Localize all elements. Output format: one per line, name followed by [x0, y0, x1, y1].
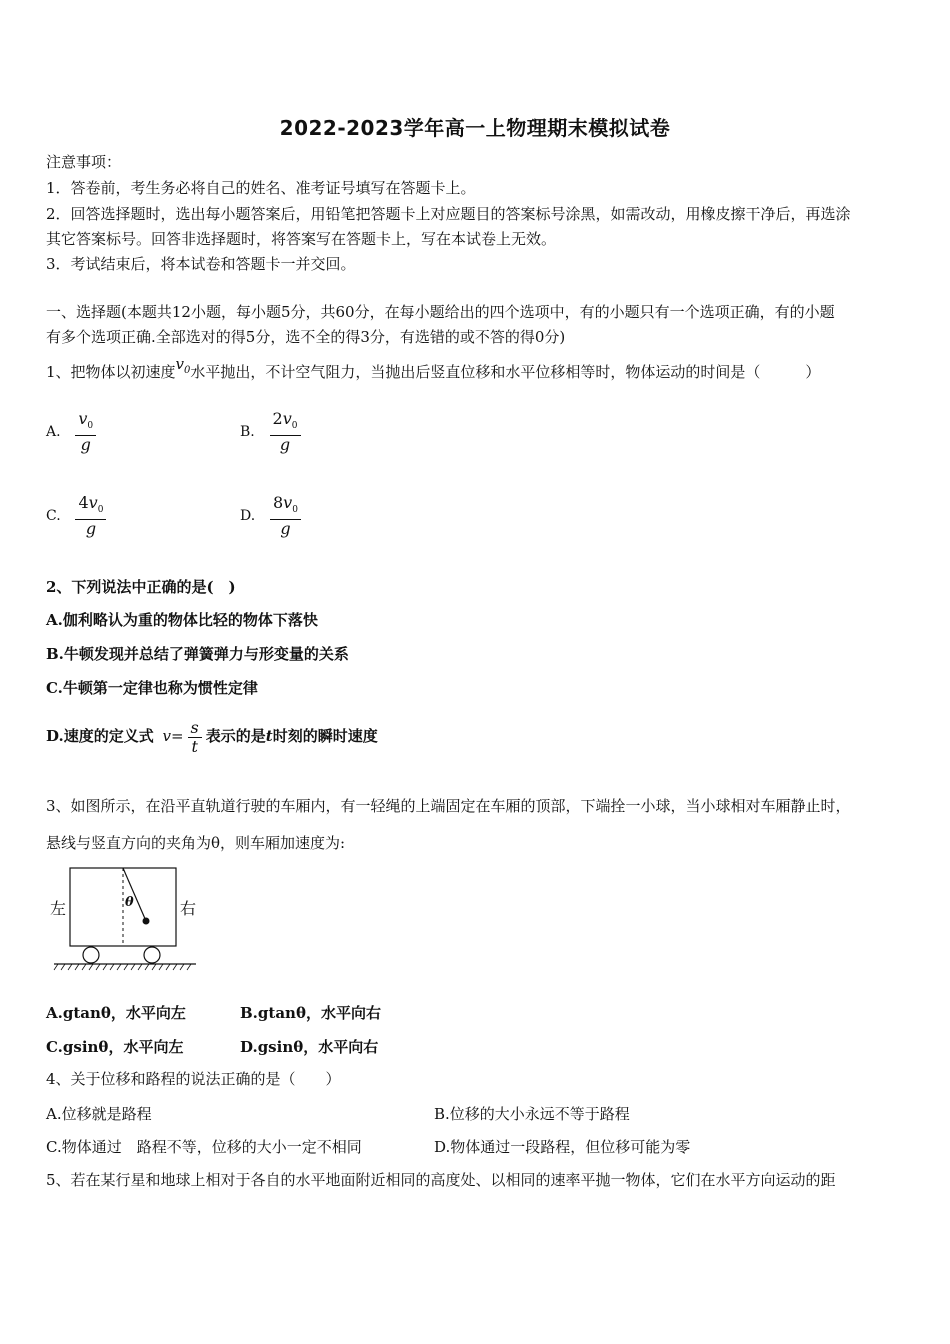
q1-option-c[interactable] — [46, 494, 110, 538]
q2-option-d-denominator: t — [191, 736, 198, 756]
q1-stem-post: 水平抛出，不计空气阻力，当抛出后竖直位移和水平位移相等时，物体运动的时间是（ ） — [190, 363, 821, 381]
q3-option-a[interactable]: A.gtanθ，水平向左 — [46, 1004, 186, 1022]
q1-option-d[interactable] — [240, 494, 305, 538]
notice-item-2: 2．回答选择题时，选出每小题答案后，用铅笔把答题卡上对应题目的答案标号涂黑，如需改动，用橡皮擦干净后，再选涂 — [46, 205, 851, 223]
q1-option-a-sub: 0 — [87, 421, 94, 432]
q2-option-d-fraction — [188, 719, 202, 756]
page-title: 2022-2023学年高一上物理期末模拟试卷 — [279, 116, 671, 140]
q2-stem: 2、下列说法中正确的是( ) — [46, 578, 236, 596]
q1-var-v: v — [175, 355, 185, 373]
q3-ball — [143, 918, 150, 925]
q1-option-d-label: D. — [240, 508, 256, 525]
q1-option-b-sub: 0 — [291, 421, 298, 432]
notice-item-1: 1．答卷前，考生务必将自己的姓名、准考证号填写在答题卡上。 — [46, 179, 476, 197]
notice-item-2-cont: 其它答案标号。回答非选择题时，将答案写在答题卡上，写在本试卷上无效。 — [46, 230, 557, 248]
q1-option-d-var: v — [283, 493, 293, 512]
q3-wheel-left — [83, 947, 99, 963]
q1-option-d-numerator — [270, 494, 301, 520]
q1-var-sub: 0 — [184, 365, 191, 376]
q1-option-c-numerator — [75, 494, 106, 520]
q1-option-a[interactable] — [46, 410, 100, 454]
q1-option-b-label: B. — [240, 424, 255, 441]
q1-option-c-sub: 0 — [97, 505, 104, 516]
q1-stem-pre: 1、把物体以初速度 — [46, 363, 176, 381]
q3-carriage-diagram — [44, 862, 204, 972]
notice-heading: 注意事项： — [46, 153, 122, 171]
q2-option-d[interactable] — [46, 716, 378, 756]
q2-option-d-post: 时刻的瞬时速度 — [272, 727, 378, 745]
q3-option-b[interactable]: B.gtanθ，水平向右 — [240, 1004, 381, 1022]
q1-option-d-coef: 8 — [272, 493, 284, 512]
q2-option-d-pre: D.速度的定义式 — [46, 727, 154, 745]
q1-option-b[interactable] — [240, 410, 305, 454]
q3-stem-1: 3、如图所示，在沿平直轨道行驶的车厢内，有一轻绳的上端固定在车厢的顶部，下端拴一小球，当小球相对车厢静止时， — [46, 797, 851, 815]
q1-option-c-coef: 4 — [78, 493, 89, 512]
q5-stem: 5、若在某行星和地球上相对于各自的水平地面附近相同的高度处、以相同的速率平抛一物体，它们在水平方向运动的距 — [46, 1171, 836, 1189]
q4-option-c[interactable]: C.物体通过 路程不等，位移的大小一定不相同 — [46, 1138, 362, 1156]
q2-option-d-mid: 表示的是 — [205, 727, 266, 745]
q1-option-a-denominator: g — [80, 435, 91, 455]
q1-option-b-denominator: g — [279, 435, 291, 455]
q1-option-c-label: C. — [46, 508, 61, 525]
q3-fig-right-label: 右 — [180, 899, 197, 918]
q3-wheel-right — [144, 947, 160, 963]
q1-option-d-sub: 0 — [292, 505, 298, 516]
q2-option-d-v: v — [162, 727, 171, 745]
notice-item-3: 3．考试结束后，将本试卷和答题卡一并交回。 — [46, 255, 356, 273]
section-instructions-1: 一、选择题(本题共12小题，每小题5分，共60分，在每小题给出的四个选项中，有的小题只有一个选项正确，有的小题 — [46, 303, 835, 321]
section-instructions-2: 有多个选项正确.全部选对的得5分，选不全的得3分，有选错的或不答的得0分) — [46, 328, 566, 346]
q3-stem-2: 悬线与竖直方向的夹角为θ，则车厢加速度为: — [46, 834, 346, 852]
q1-option-c-denominator: g — [85, 519, 97, 539]
q3-fig-left-label: 左 — [50, 899, 67, 918]
q1-option-d-fraction — [270, 494, 301, 538]
q3-option-d[interactable]: D.gsinθ，水平向右 — [240, 1038, 379, 1056]
q1-option-d-denominator: g — [280, 519, 291, 539]
q4-option-b[interactable]: B.位移的大小永远不等于路程 — [434, 1105, 630, 1123]
q2-option-d-numerator: s — [188, 719, 202, 738]
q1-option-b-coef: 2 — [272, 409, 283, 428]
q1-option-b-numerator — [270, 410, 301, 436]
q1-var — [175, 355, 191, 376]
q3-option-c[interactable]: C.gsinθ，水平向左 — [46, 1038, 184, 1056]
q1-option-c-var: v — [88, 493, 98, 512]
q1-option-a-label: A. — [46, 424, 61, 441]
q2-option-c[interactable]: C.牛顿第一定律也称为惯性定律 — [46, 679, 258, 697]
q4-stem: 4、关于位移和路程的说法正确的是（ ） — [46, 1070, 341, 1088]
q1-stem — [46, 355, 821, 389]
q2-option-a[interactable]: A.伽利略认为重的物体比轻的物体下落快 — [46, 611, 318, 629]
q1-option-a-fraction — [75, 410, 96, 454]
q1-option-c-fraction — [75, 494, 106, 538]
q2-option-d-t: t — [265, 727, 273, 745]
q3-ground-hatching — [54, 964, 191, 970]
q3-theta-label: θ — [125, 895, 134, 910]
q2-option-b[interactable]: B.牛顿发现并总结了弹簧弹力与形变量的关系 — [46, 645, 349, 663]
q1-option-a-var: v — [78, 409, 88, 428]
q4-option-a[interactable]: A.位移就是路程 — [46, 1105, 152, 1123]
q1-option-b-fraction — [270, 410, 301, 454]
q2-option-d-eq: = — [170, 727, 184, 745]
q1-option-a-numerator — [75, 410, 96, 436]
q4-option-d[interactable]: D.物体通过一段路程，但位移可能为零 — [434, 1138, 691, 1156]
q1-option-b-var: v — [282, 409, 292, 428]
